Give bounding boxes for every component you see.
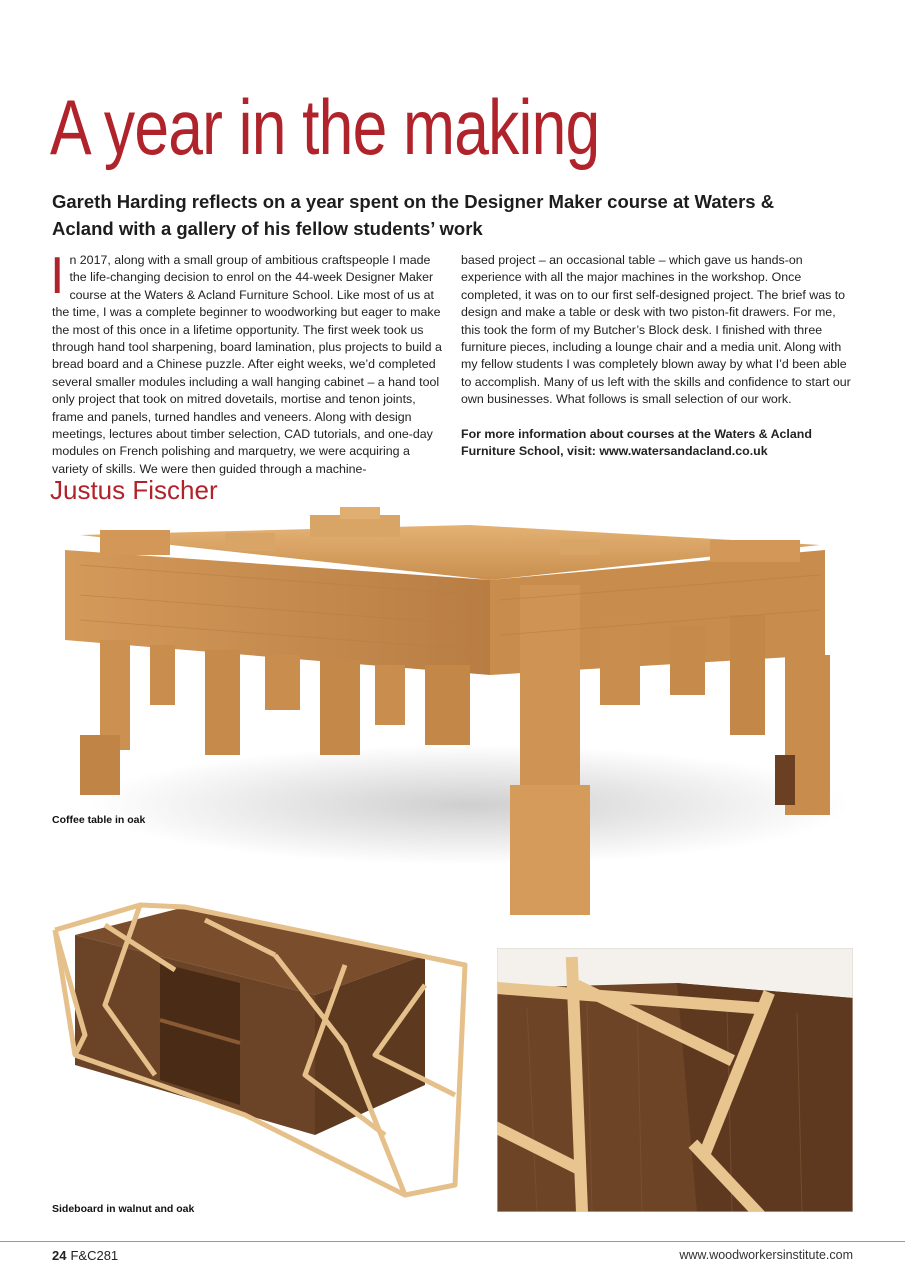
footer-website: www.woodworkersinstitute.com (679, 1248, 853, 1262)
coffee-table-photo (40, 505, 900, 915)
article-standfirst: Gareth Harding reflects on a year spent on the Designer Maker course at Waters & Acland with a gallery of his fellow students’ work (52, 191, 775, 239)
caption-coffee-table: Coffee table in oak (52, 814, 146, 826)
maker-name-heading: Justus Fischer (50, 475, 218, 505)
caption-sideboard: Sideboard in walnut and oak (52, 1203, 195, 1215)
more-info-link-text: For more information about courses at the Waters & Acland Furniture School, visit: www.watersandacland.co.uk (461, 426, 812, 459)
footer-rule (0, 1241, 905, 1242)
drop-cap: I (50, 247, 65, 305)
page-number: 24 (52, 1248, 67, 1263)
body-column-left (50, 247, 447, 478)
sideboard-detail-photo (497, 948, 853, 1212)
sideboard-photo (45, 895, 485, 1200)
body-text-col1: n 2017, along with a small group of ambitious craftspeople I made the life-changing decision to enrol on the 44-week Designer Maker course at the Waters & Acland Furniture School. Like most of us at the time, I was a complete beginner to woodworking but eager to make the most of this once in a lifetime opportunity. The first week took us through hand tool sharpening, board lamination, plus projects to build a bread board and a Chinese puzzle. After eight weeks, we’d completed several smaller modules including a wall hanging cabinet – a hand tool only project that took on mitred dovetails, mortise and tenon joints, frame and panels, turned handles and veneers. Along with design meetings, lectures about timber selection, CAD tutorials, and one-day modules on French polishing and marquetry, we were acquiring a variety of skills. We were then guided through a machine- (52, 253, 442, 476)
body-text-col2: based project – an occasional table – which gave us hands-on experience with all the major machines in the workshop. Once completed, it was on to our first self-designed project. The brief was to design and make a table or desk with two piston-fit drawers. For me, this took the form of my Butcher’s Block desk. I finished with three furniture pieces, including a lounge chair and a media unit. Along with my fellow students I was completely blown away by what I’d been able to accomplish. Many of us left with the skills and confidence to start our own businesses. What follows is small selection of our work. (461, 253, 851, 407)
footer-folio (52, 1248, 118, 1263)
article-title: A year in the making (50, 83, 600, 171)
issue-number: F&C281 (70, 1248, 119, 1263)
body-column-right (461, 252, 853, 460)
body-paragraph-1 (50, 247, 447, 478)
